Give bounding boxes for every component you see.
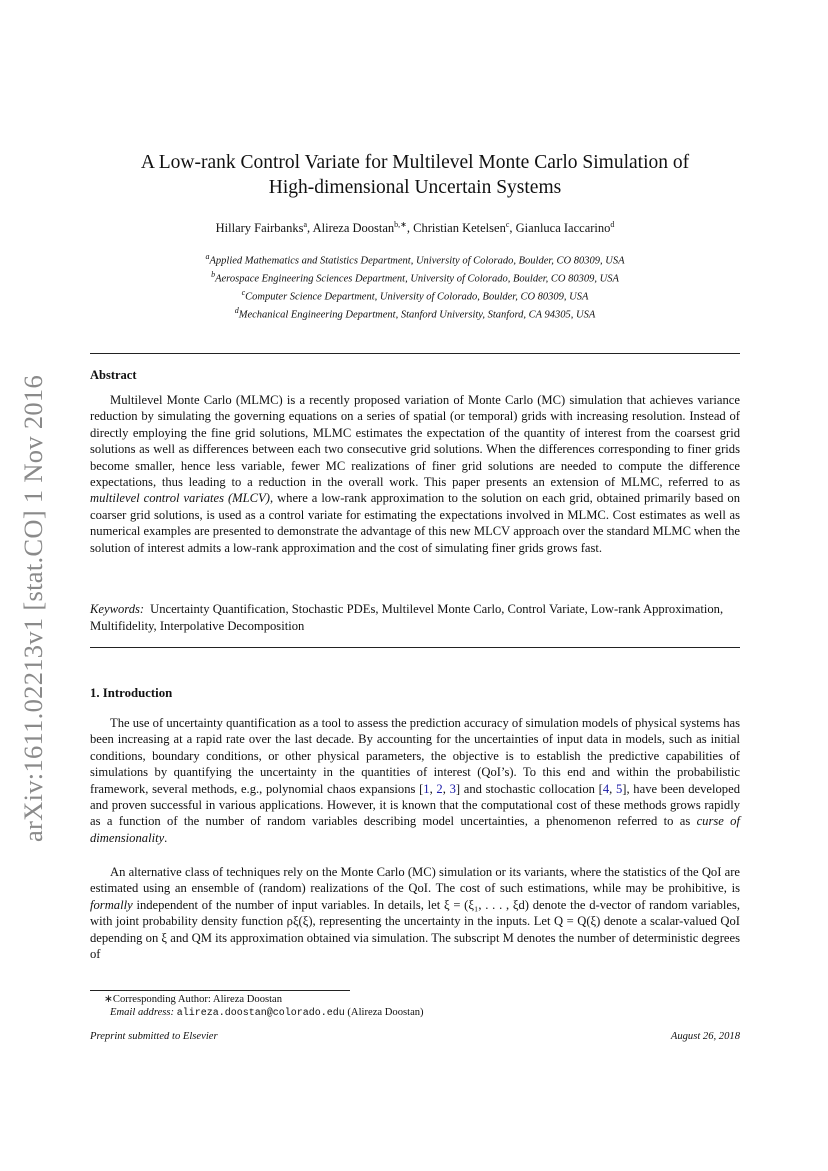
intro-paragraph-1: The use of uncertainty quantification as a tool to assess the prediction accuracy of simulation models of physical systems has been increasing at a rapid rate over the last decade. By accounting for the uncertainties of input data in models, such as initial conditions, boundary conditions, or other physical parameters, the objective is to establish the predictive capabilities of simulations by quantifying the uncertainty in the quantities of interest (QoI’s). To this end and within the probabilistic framework, several methods, e.g., polynomial chaos expansions [1, 2, 3] and stochastic collocation [4, 5], have been developed and proven successful in various applications. However, it is known that the computational cost of these methods grows rapidly as a function of the number of random variables describing model uncertainties, a phenomenon referred to as curse of dimensionality. xyxy=(90,716,740,845)
keywords xyxy=(90,601,740,635)
citation-link[interactable]: 4 xyxy=(602,781,610,796)
abstract-heading: Abstract xyxy=(90,368,137,382)
date: August 26, 2018 xyxy=(670,1031,740,1042)
citation-link[interactable]: 5 xyxy=(615,781,623,796)
keywords-list: Uncertainty Quantification, Stochastic PDEs, Multilevel Monte Carlo, Control Variate, Low-rank Approximation, Multifidelity, Interpolative Decomposition xyxy=(90,602,724,633)
arxiv-stamp: arXiv:1611.02213v1 [stat.CO] 1 Nov 2016 xyxy=(18,374,49,842)
citation-link[interactable]: 2 xyxy=(436,781,443,796)
affiliation: $^b$Aerospace Engineering Sciences Department, University of Colorado, Boulder, CO 80309, USA xyxy=(211,269,619,285)
author: Alireza Doostan$^{b,∗}$, xyxy=(312,220,414,236)
citation-link[interactable]: 1 xyxy=(423,781,430,796)
footnote-rule xyxy=(90,990,350,991)
intro-paragraph-2: An alternative class of techniques rely on the Monte Carlo (MC) simulation or its variants, where the statistics of the QoI are estimated using an ensemble of (random) realizations of the QoI. The cost of such estimations, while may be prohibitive, is formally independent of the number of input variables. In details, let ξ = (ξ₁, . . . , ξd) denote the d-vector of random variables, with joint probability density function ρξ(ξ), representing the uncertainty in the inputs. Let Q = Q(ξ) denote a scalar-valued QoI depending on ξ and QM its approximation obtained via simulation. The subscript M denotes the number of deterministic degrees of xyxy=(90,865,740,962)
abstract-bottom-rule xyxy=(90,647,740,648)
citation-link[interactable]: 3 xyxy=(449,781,456,796)
affiliation: $^a$Applied Mathematics and Statistics Department, University of Colorado, Boulder, CO 80309, USA xyxy=(205,252,625,267)
affiliations xyxy=(90,250,740,322)
title-line-1: A Low-rank Control Variate for Multilevel Monte Carlo Simulation of xyxy=(140,152,690,173)
section-heading: 1. Introduction xyxy=(90,686,173,700)
author: Gianluca Iaccarino$^d$ xyxy=(515,220,615,236)
author: Christian Ketelsen$^c$, xyxy=(413,220,516,236)
author-list xyxy=(90,220,740,236)
preprint-note: Preprint submitted to Elsevier xyxy=(90,1031,218,1042)
abstract-top-rule xyxy=(90,353,740,354)
keywords-label: Keywords: xyxy=(90,602,145,616)
affiliation: $^c$Computer Science Department, University of Colorado, Boulder, CO 80309, USA xyxy=(241,287,589,303)
author: Hillary Fairbanks$^a$, xyxy=(215,220,313,236)
footnote-corresponding: ∗Corresponding Author: Alireza Doostan xyxy=(104,994,283,1005)
paper-title xyxy=(90,150,740,200)
email-link[interactable]: alireza.doostan@colorado.edu xyxy=(176,1008,345,1019)
affiliation: $^d$Mechanical Engineering Department, Stanford University, Stanford, CA 94305, USA xyxy=(234,305,596,321)
footnote-email: Email address: alireza.doostan@colorado.edu (Alireza Doostan) xyxy=(110,1007,424,1019)
abstract-body: Multilevel Monte Carlo (MLMC) is a recently proposed variation of Monte Carlo (MC) simulation that achieves variance reduction by simulating the governing equations on a series of spatial (or temporal) grids with increasing resolution. Instead of directly employing the fine grid solutions, MLMC estimates the expectation of the quantity of interest from the coarsest grid solutions as well as differences between each two consecutive grid solutions. When the differences corresponding to finer grids become smaller, hence less variable, fewer MC realizations of finer grid solutions are needed to compute the difference expectations, thus leading to a reduction in the overall work. This paper presents an extension of MLMC, referred to as multilevel control variates (MLCV), where a low-rank approximation to the solution on each grid, obtained primarily based on coarser grid solutions, is used as a control variate for estimating the expectations involved in MLMC. Cost estimates as well as numerical examples are presented to demonstrate the advantage of this new MLCV approach over the standard MLMC when the solution of interest admits a low-rank approximation and the cost of simulating finer grids grows fast. xyxy=(90,393,740,555)
title-line-2: High-dimensional Uncertain Systems xyxy=(268,177,562,198)
